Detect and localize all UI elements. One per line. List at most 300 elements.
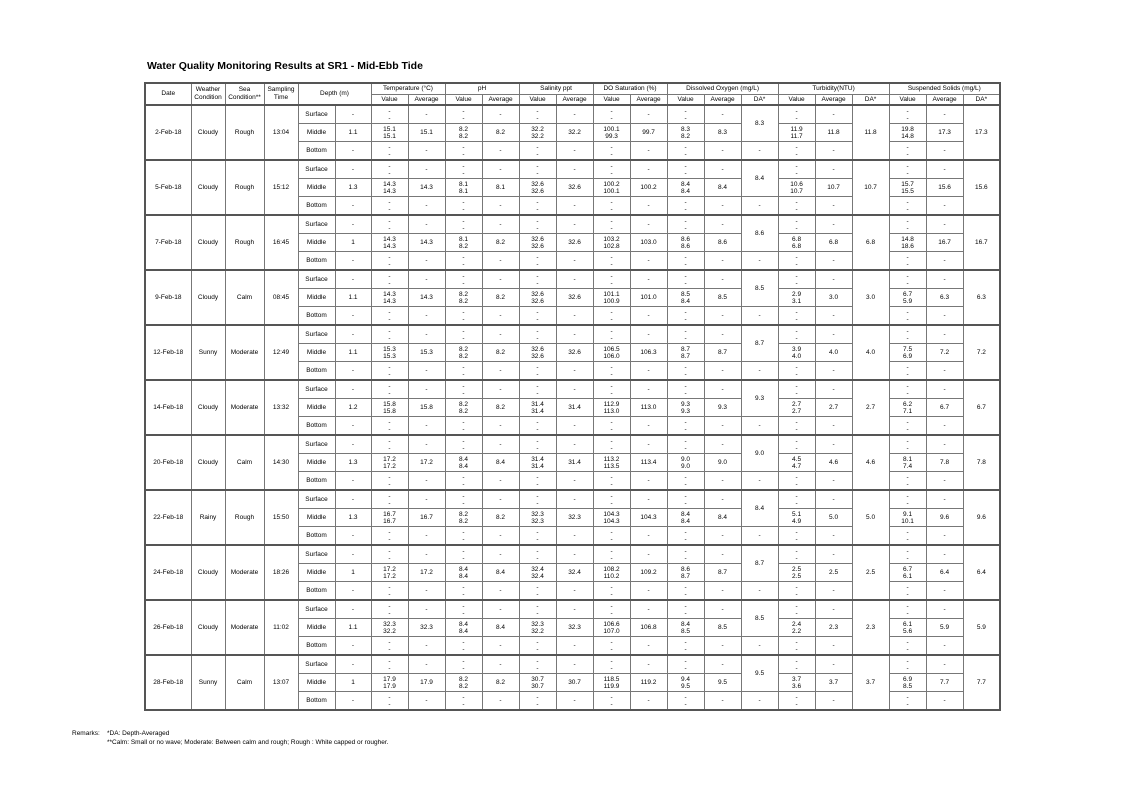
cell-ss-value: - - xyxy=(889,600,926,619)
cell-ss-average: - xyxy=(926,490,963,509)
day-group xyxy=(145,325,1000,380)
cell-depth-label: Surface xyxy=(298,215,335,234)
cell-depth: - xyxy=(335,435,371,454)
cell-sal-average: - xyxy=(556,215,593,234)
cell-do-da: - xyxy=(741,197,778,216)
cell-do-average: - xyxy=(704,692,741,711)
cell-dosat-average: - xyxy=(630,527,667,546)
cell-dosat-average: - xyxy=(630,215,667,234)
cell-ss-average: 6.3 xyxy=(926,289,963,307)
cell-turb-da: 4.6 xyxy=(852,435,889,490)
cell-turb-average: - xyxy=(815,215,852,234)
subheader-value: Value xyxy=(445,95,482,106)
cell-ss-average: - xyxy=(926,417,963,436)
cell-sal-average: - xyxy=(556,527,593,546)
cell-depth: - xyxy=(335,545,371,564)
cell-do-value: - - xyxy=(667,105,704,124)
cell-temp-value: - - xyxy=(371,527,408,546)
cell-date: 22-Feb-18 xyxy=(145,490,191,545)
cell-dosat-value: 106.5 106.0 xyxy=(593,344,630,362)
cell-turb-value: 10.6 10.7 xyxy=(778,179,815,197)
cell-do-da: 8.5 xyxy=(741,270,778,307)
cell-turb-average: - xyxy=(815,197,852,216)
cell-date: 26-Feb-18 xyxy=(145,600,191,655)
cell-depth: - xyxy=(335,600,371,619)
cell-dosat-average: - xyxy=(630,692,667,711)
cell-dosat-value: - - xyxy=(593,215,630,234)
cell-sal-average: - xyxy=(556,160,593,179)
cell-ph-average: - xyxy=(482,105,519,124)
cell-depth: 1 xyxy=(335,234,371,252)
subheader-average: Average xyxy=(630,95,667,106)
cell-ph-average: - xyxy=(482,362,519,381)
cell-depth: - xyxy=(335,380,371,399)
day-group xyxy=(145,160,1000,215)
header-sea-condition: Sea Condition** xyxy=(225,83,264,105)
cell-sal-value: - - xyxy=(519,142,556,161)
cell-turb-value: 3.9 4.0 xyxy=(778,344,815,362)
cell-sal-average: 32.6 xyxy=(556,289,593,307)
day-group xyxy=(145,105,1000,160)
cell-do-average: - xyxy=(704,252,741,271)
cell-ss-value: - - xyxy=(889,417,926,436)
cell-ss-average: 7.2 xyxy=(926,344,963,362)
cell-turb-average: - xyxy=(815,142,852,161)
cell-date: 7-Feb-18 xyxy=(145,215,191,270)
cell-sal-value: 32.3 32.3 xyxy=(519,509,556,527)
cell-do-average: - xyxy=(704,417,741,436)
header-weather: Weather Condition xyxy=(191,83,225,105)
cell-dosat-average: 104.3 xyxy=(630,509,667,527)
cell-ph-average: 8.2 xyxy=(482,399,519,417)
cell-ss-average: - xyxy=(926,600,963,619)
cell-ss-value: 19.8 14.8 xyxy=(889,124,926,142)
cell-ss-da: 6.4 xyxy=(963,545,1000,600)
cell-sal-average: - xyxy=(556,545,593,564)
cell-temp-value: - - xyxy=(371,325,408,344)
cell-sal-average: - xyxy=(556,655,593,674)
cell-ss-value: 14.8 18.6 xyxy=(889,234,926,252)
cell-dosat-value: - - xyxy=(593,197,630,216)
cell-temp-average: - xyxy=(408,472,445,491)
cell-ss-average: 17.3 xyxy=(926,124,963,142)
cell-dosat-value: - - xyxy=(593,417,630,436)
cell-ss-value: 6.7 6.1 xyxy=(889,564,926,582)
cell-do-average: - xyxy=(704,655,741,674)
cell-sal-average: - xyxy=(556,362,593,381)
cell-do-average: - xyxy=(704,472,741,491)
cell-dosat-value: - - xyxy=(593,527,630,546)
cell-turb-average: 2.5 xyxy=(815,564,852,582)
cell-temp-value: - - xyxy=(371,142,408,161)
cell-ph-value: - - xyxy=(445,692,482,711)
cell-do-average: - xyxy=(704,105,741,124)
cell-do-value: - - xyxy=(667,362,704,381)
cell-weather: Sunny xyxy=(191,655,225,710)
cell-ss-average: - xyxy=(926,527,963,546)
cell-dosat-average: 109.2 xyxy=(630,564,667,582)
cell-depth-label: Bottom xyxy=(298,692,335,711)
cell-sal-average: 31.4 xyxy=(556,399,593,417)
cell-ph-value: - - xyxy=(445,197,482,216)
cell-do-value: - - xyxy=(667,600,704,619)
cell-do-value: - - xyxy=(667,270,704,289)
cell-temp-average: - xyxy=(408,527,445,546)
cell-temp-value: 17.2 17.2 xyxy=(371,564,408,582)
cell-turb-average: - xyxy=(815,105,852,124)
cell-ss-value: - - xyxy=(889,160,926,179)
header-sampling-time: Sampling Time xyxy=(264,83,298,105)
cell-temp-average: 17.2 xyxy=(408,454,445,472)
cell-do-average: - xyxy=(704,545,741,564)
cell-turb-value: - - xyxy=(778,197,815,216)
cell-turb-average: - xyxy=(815,527,852,546)
cell-turb-average: - xyxy=(815,545,852,564)
cell-weather: Cloudy xyxy=(191,270,225,325)
cell-sal-average: - xyxy=(556,325,593,344)
cell-ph-average: - xyxy=(482,417,519,436)
cell-ph-average: 8.2 xyxy=(482,234,519,252)
cell-ss-average: - xyxy=(926,307,963,326)
cell-ph-average: - xyxy=(482,692,519,711)
cell-dosat-value: - - xyxy=(593,435,630,454)
page-title: Water Quality Monitoring Results at SR1 - Mid-Ebb Tide xyxy=(147,60,423,72)
cell-sal-value: - - xyxy=(519,545,556,564)
cell-ss-value: 8.1 7.4 xyxy=(889,454,926,472)
cell-depth: - xyxy=(335,105,371,124)
cell-turb-value: 11.9 11.7 xyxy=(778,124,815,142)
cell-sal-value: 32.6 32.6 xyxy=(519,289,556,307)
cell-sal-value: - - xyxy=(519,197,556,216)
cell-depth-label: Surface xyxy=(298,160,335,179)
cell-temp-value: - - xyxy=(371,582,408,601)
cell-do-value: - - xyxy=(667,380,704,399)
cell-do-value: - - xyxy=(667,307,704,326)
cell-ss-average: 9.6 xyxy=(926,509,963,527)
cell-sal-value: 32.6 32.6 xyxy=(519,344,556,362)
cell-dosat-value: - - xyxy=(593,325,630,344)
cell-do-value: 9.4 9.5 xyxy=(667,674,704,692)
cell-do-value: 8.3 8.2 xyxy=(667,124,704,142)
cell-do-average: - xyxy=(704,215,741,234)
cell-ph-value: - - xyxy=(445,105,482,124)
cell-sal-average: - xyxy=(556,600,593,619)
cell-dosat-value: - - xyxy=(593,270,630,289)
cell-depth-label: Bottom xyxy=(298,197,335,216)
subheader-da: DA* xyxy=(852,95,889,106)
cell-turb-average: - xyxy=(815,380,852,399)
cell-sal-average: - xyxy=(556,380,593,399)
cell-dosat-average: - xyxy=(630,380,667,399)
cell-dosat-value: 100.2 100.1 xyxy=(593,179,630,197)
cell-depth-label: Middle xyxy=(298,509,335,527)
cell-ss-average: 6.4 xyxy=(926,564,963,582)
cell-date: 2-Feb-18 xyxy=(145,105,191,160)
cell-dosat-value: 100.1 99.3 xyxy=(593,124,630,142)
cell-weather: Cloudy xyxy=(191,545,225,600)
cell-ph-value: 8.4 8.4 xyxy=(445,564,482,582)
cell-ph-average: 8.4 xyxy=(482,454,519,472)
cell-sal-average: 31.4 xyxy=(556,454,593,472)
subheader-value: Value xyxy=(371,95,408,106)
cell-temp-average: - xyxy=(408,215,445,234)
cell-turb-value: - - xyxy=(778,600,815,619)
cell-do-value: - - xyxy=(667,692,704,711)
cell-ss-value: 6.1 5.6 xyxy=(889,619,926,637)
cell-ph-value: 8.2 8.2 xyxy=(445,399,482,417)
cell-date: 5-Feb-18 xyxy=(145,160,191,215)
cell-sal-average: - xyxy=(556,637,593,656)
cell-ph-average: - xyxy=(482,307,519,326)
cell-do-value: - - xyxy=(667,142,704,161)
cell-ph-average: 8.2 xyxy=(482,509,519,527)
cell-temp-average: - xyxy=(408,142,445,161)
cell-ss-average: - xyxy=(926,637,963,656)
header-do-saturation: DO Saturation (%) xyxy=(593,83,667,95)
cell-depth: 1.3 xyxy=(335,454,371,472)
cell-ss-average: - xyxy=(926,582,963,601)
cell-depth-label: Middle xyxy=(298,454,335,472)
cell-temp-average: - xyxy=(408,637,445,656)
table-row xyxy=(145,215,1000,234)
cell-sal-value: 32.4 32.4 xyxy=(519,564,556,582)
cell-weather: Sunny xyxy=(191,325,225,380)
cell-dosat-value: 112.9 113.0 xyxy=(593,399,630,417)
cell-do-average: - xyxy=(704,527,741,546)
cell-do-value: - - xyxy=(667,527,704,546)
cell-do-average: - xyxy=(704,435,741,454)
cell-dosat-value: - - xyxy=(593,600,630,619)
cell-weather: Cloudy xyxy=(191,435,225,490)
cell-do-da: 9.3 xyxy=(741,380,778,417)
cell-dosat-value: - - xyxy=(593,380,630,399)
cell-sal-value: 32.6 32.6 xyxy=(519,179,556,197)
cell-ss-value: - - xyxy=(889,380,926,399)
subheader-average: Average xyxy=(408,95,445,106)
cell-depth: - xyxy=(335,527,371,546)
cell-do-da: - xyxy=(741,362,778,381)
cell-dosat-average: - xyxy=(630,600,667,619)
cell-do-average: - xyxy=(704,270,741,289)
cell-ss-value: 6.7 5.9 xyxy=(889,289,926,307)
cell-depth: - xyxy=(335,637,371,656)
cell-dosat-value: 113.2 113.5 xyxy=(593,454,630,472)
cell-turb-value: 2.5 2.5 xyxy=(778,564,815,582)
table-row xyxy=(145,655,1000,674)
cell-dosat-average: 113.0 xyxy=(630,399,667,417)
cell-ss-da: 17.3 xyxy=(963,105,1000,160)
cell-depth: - xyxy=(335,142,371,161)
header-temperature: Temperature (°C) xyxy=(371,83,445,95)
cell-dosat-average: 106.8 xyxy=(630,619,667,637)
cell-turb-average: 4.6 xyxy=(815,454,852,472)
cell-temp-average: 15.3 xyxy=(408,344,445,362)
cell-ph-average: - xyxy=(482,197,519,216)
cell-do-value: - - xyxy=(667,160,704,179)
subheader-da: DA* xyxy=(741,95,778,106)
cell-do-value: - - xyxy=(667,215,704,234)
cell-weather: Cloudy xyxy=(191,160,225,215)
cell-dosat-average: 100.2 xyxy=(630,179,667,197)
cell-temp-average: 16.7 xyxy=(408,509,445,527)
cell-sampling-time: 18:26 xyxy=(264,545,298,600)
cell-dosat-average: 119.2 xyxy=(630,674,667,692)
cell-temp-value: 17.9 17.9 xyxy=(371,674,408,692)
cell-ph-value: 8.2 8.2 xyxy=(445,289,482,307)
cell-date: 14-Feb-18 xyxy=(145,380,191,435)
cell-turb-value: - - xyxy=(778,582,815,601)
cell-temp-average: - xyxy=(408,252,445,271)
cell-depth: 1.3 xyxy=(335,179,371,197)
cell-dosat-average: - xyxy=(630,105,667,124)
cell-do-da: - xyxy=(741,252,778,271)
cell-turb-value: 3.7 3.6 xyxy=(778,674,815,692)
cell-do-da: 8.7 xyxy=(741,545,778,582)
cell-turb-average: - xyxy=(815,362,852,381)
header-date: Date xyxy=(145,83,191,105)
cell-turb-average: - xyxy=(815,655,852,674)
cell-ss-da: 9.6 xyxy=(963,490,1000,545)
header-salinity: Salinity ppt xyxy=(519,83,593,95)
cell-dosat-value: - - xyxy=(593,490,630,509)
cell-turb-value: - - xyxy=(778,142,815,161)
cell-dosat-average: - xyxy=(630,307,667,326)
cell-turb-value: - - xyxy=(778,215,815,234)
cell-turb-average: - xyxy=(815,582,852,601)
cell-depth: - xyxy=(335,160,371,179)
cell-turb-da: 4.0 xyxy=(852,325,889,380)
cell-sampling-time: 13:07 xyxy=(264,655,298,710)
cell-turb-average: - xyxy=(815,435,852,454)
cell-ss-da: 6.7 xyxy=(963,380,1000,435)
cell-depth-label: Surface xyxy=(298,270,335,289)
cell-do-value: 8.5 8.4 xyxy=(667,289,704,307)
cell-ph-value: - - xyxy=(445,362,482,381)
cell-turb-da: 3.0 xyxy=(852,270,889,325)
cell-ss-value: - - xyxy=(889,105,926,124)
cell-depth: - xyxy=(335,417,371,436)
cell-ph-value: 8.1 8.2 xyxy=(445,234,482,252)
cell-temp-average: - xyxy=(408,270,445,289)
cell-do-average: 8.5 xyxy=(704,289,741,307)
cell-sal-value: - - xyxy=(519,637,556,656)
cell-ss-da: 15.6 xyxy=(963,160,1000,215)
cell-depth-label: Surface xyxy=(298,600,335,619)
cell-turb-average: 10.7 xyxy=(815,179,852,197)
cell-temp-average: 32.3 xyxy=(408,619,445,637)
cell-depth-label: Bottom xyxy=(298,252,335,271)
cell-sal-value: - - xyxy=(519,325,556,344)
cell-ph-value: 8.1 8.1 xyxy=(445,179,482,197)
cell-sal-value: - - xyxy=(519,307,556,326)
cell-sal-average: 32.4 xyxy=(556,564,593,582)
cell-ss-da: 7.2 xyxy=(963,325,1000,380)
cell-turb-da: 11.8 xyxy=(852,105,889,160)
cell-temp-average: 15.8 xyxy=(408,399,445,417)
cell-depth-label: Bottom xyxy=(298,362,335,381)
cell-temp-average: - xyxy=(408,490,445,509)
cell-dosat-value: - - xyxy=(593,472,630,491)
cell-ph-average: 8.2 xyxy=(482,344,519,362)
cell-dosat-value: - - xyxy=(593,655,630,674)
cell-ph-average: - xyxy=(482,270,519,289)
cell-turb-value: - - xyxy=(778,362,815,381)
cell-ss-average: - xyxy=(926,692,963,711)
cell-turb-average: 4.0 xyxy=(815,344,852,362)
cell-ph-value: 8.4 8.4 xyxy=(445,454,482,472)
cell-turb-da: 10.7 xyxy=(852,160,889,215)
cell-dosat-average: - xyxy=(630,252,667,271)
cell-ss-da: 7.7 xyxy=(963,655,1000,710)
cell-ss-average: - xyxy=(926,215,963,234)
cell-do-da: 9.0 xyxy=(741,435,778,472)
cell-ph-value: - - xyxy=(445,582,482,601)
remark-sea-condition: **Calm: Small or no wave; Moderate: Between calm and rough; Rough : White capped or rougher. xyxy=(107,739,389,746)
cell-sampling-time: 15:12 xyxy=(264,160,298,215)
cell-temp-average: - xyxy=(408,160,445,179)
cell-temp-average: - xyxy=(408,692,445,711)
cell-depth-label: Surface xyxy=(298,545,335,564)
cell-ss-average: - xyxy=(926,252,963,271)
cell-depth-label: Middle xyxy=(298,234,335,252)
cell-turb-value: 2.7 2.7 xyxy=(778,399,815,417)
cell-sal-value: - - xyxy=(519,105,556,124)
cell-temp-value: 32.3 32.2 xyxy=(371,619,408,637)
table-row xyxy=(145,490,1000,509)
subheader-average: Average xyxy=(815,95,852,106)
cell-do-average: - xyxy=(704,582,741,601)
cell-ss-average: - xyxy=(926,105,963,124)
cell-depth: - xyxy=(335,472,371,491)
cell-do-da: 8.6 xyxy=(741,215,778,252)
cell-dosat-average: - xyxy=(630,582,667,601)
cell-dosat-average: 113.4 xyxy=(630,454,667,472)
cell-ph-value: - - xyxy=(445,380,482,399)
cell-temp-average: - xyxy=(408,307,445,326)
subheader-value: Value xyxy=(667,95,704,106)
cell-ph-average: - xyxy=(482,380,519,399)
day-group xyxy=(145,215,1000,270)
cell-turb-value: - - xyxy=(778,527,815,546)
cell-turb-value: 5.1 4.9 xyxy=(778,509,815,527)
cell-ss-value: - - xyxy=(889,362,926,381)
cell-dosat-average: - xyxy=(630,197,667,216)
cell-dosat-value: - - xyxy=(593,582,630,601)
cell-depth: - xyxy=(335,197,371,216)
cell-ph-value: - - xyxy=(445,270,482,289)
cell-sea-condition: Moderate xyxy=(225,325,264,380)
cell-ss-value: - - xyxy=(889,270,926,289)
cell-temp-average: - xyxy=(408,600,445,619)
cell-depth: 1.1 xyxy=(335,124,371,142)
cell-dosat-value: 108.2 110.2 xyxy=(593,564,630,582)
cell-sal-average: - xyxy=(556,105,593,124)
cell-ph-value: - - xyxy=(445,545,482,564)
cell-do-value: 8.6 8.6 xyxy=(667,234,704,252)
cell-sea-condition: Rough xyxy=(225,490,264,545)
cell-dosat-value: - - xyxy=(593,362,630,381)
cell-temp-value: - - xyxy=(371,545,408,564)
cell-turb-value: 2.4 2.2 xyxy=(778,619,815,637)
cell-do-value: 8.7 8.7 xyxy=(667,344,704,362)
cell-temp-value: - - xyxy=(371,105,408,124)
cell-temp-value: 15.1 15.1 xyxy=(371,124,408,142)
subheader-average: Average xyxy=(482,95,519,106)
cell-do-average: 8.3 xyxy=(704,124,741,142)
cell-do-average: - xyxy=(704,307,741,326)
cell-sal-value: - - xyxy=(519,160,556,179)
cell-ss-value: 15.7 15.5 xyxy=(889,179,926,197)
